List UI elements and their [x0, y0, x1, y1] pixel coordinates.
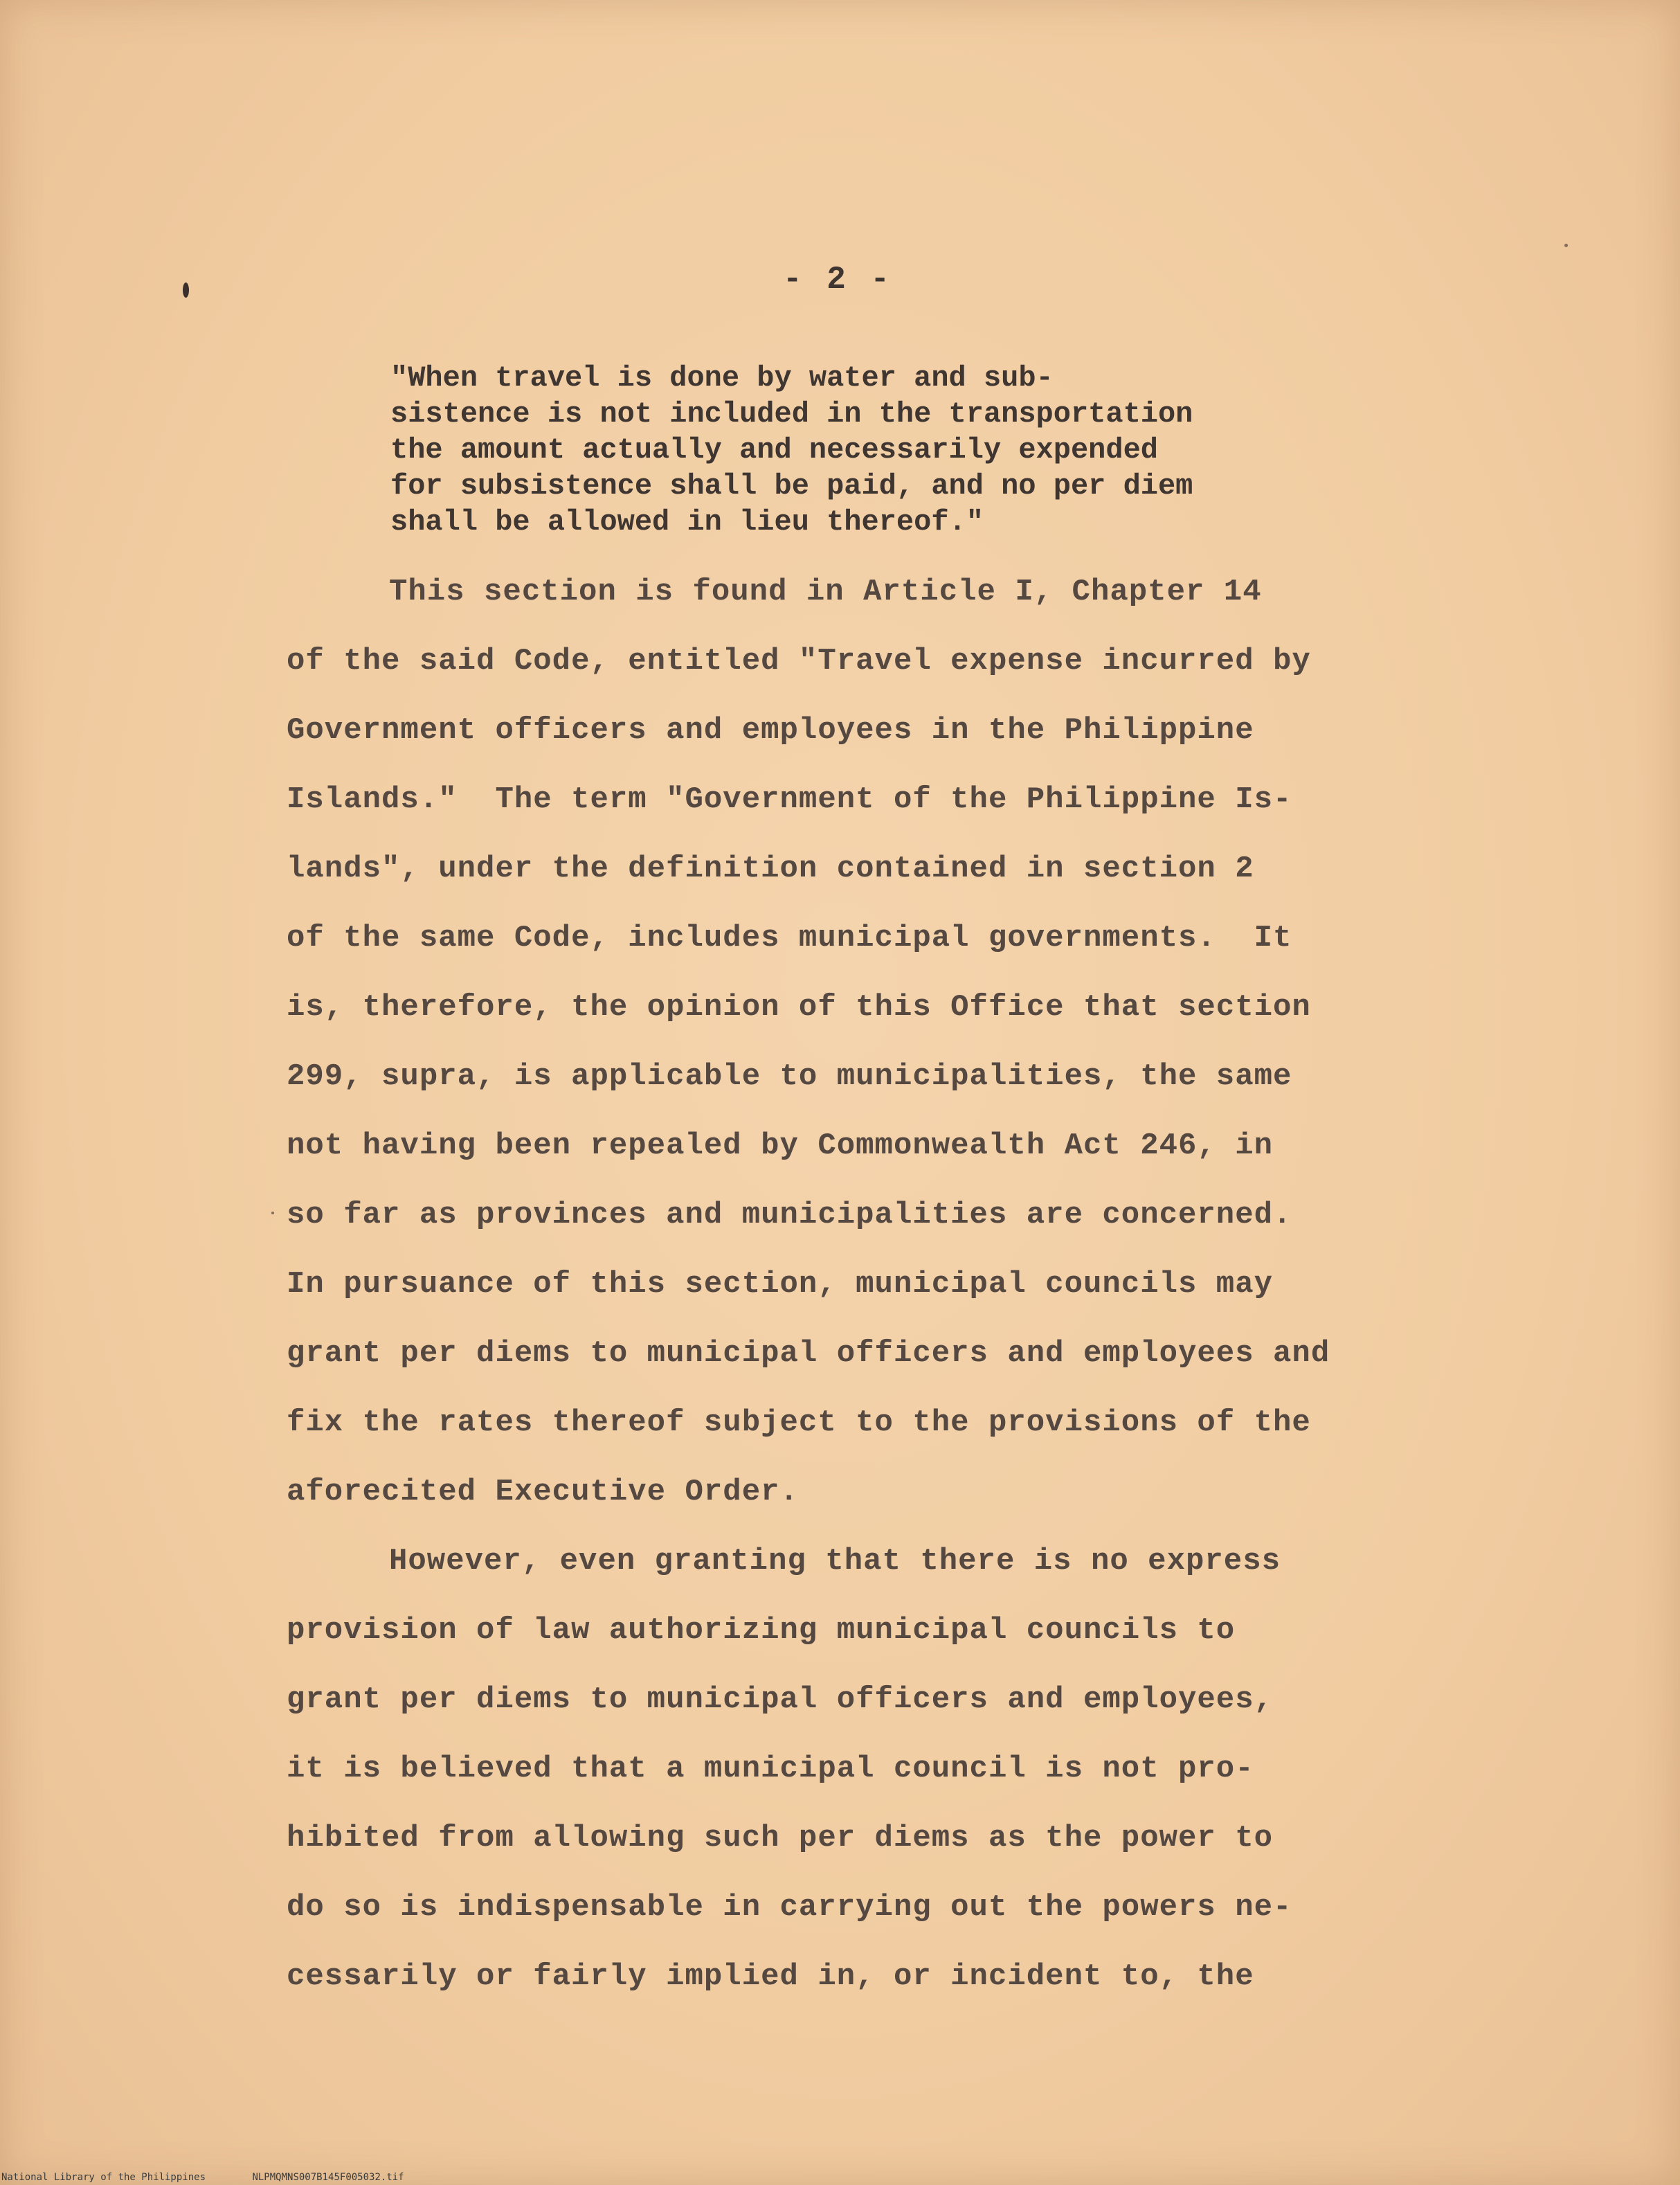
body-line: 299, supra, is applicable to municipalities, the same [287, 1059, 1292, 1094]
footer-file-id: NLPMQMNS007B145F005032.tif [252, 2172, 404, 2183]
quote-line: the amount actually and necessarily expended [390, 433, 1158, 467]
body-line: lands", under the definition contained in section 2 [287, 852, 1254, 886]
scan-footer [1, 2172, 404, 2183]
body-line: of the same Code, includes municipal governments. It [287, 921, 1292, 955]
body-line: of the said Code, entitled "Travel expense incurred by [287, 644, 1311, 678]
body-line: Government officers and employees in the Philippine [287, 713, 1254, 748]
body-line: However, even granting that there is no express [389, 1544, 1281, 1579]
body-line: so far as provinces and municipalities are concerned. [287, 1198, 1292, 1232]
quote-line: for subsistence shall be paid, and no per diem [390, 469, 1193, 503]
page-number: - 2 - [782, 262, 893, 298]
body-line: not having been repealed by Commonwealth Act 246, in [287, 1129, 1274, 1163]
body-line: is, therefore, the opinion of this Office that section [287, 990, 1311, 1025]
ink-speck [183, 282, 189, 298]
ink-speck [1564, 244, 1568, 247]
body-line: it is believed that a municipal council is not pro- [287, 1752, 1254, 1786]
body-line: aforecited Executive Order. [287, 1475, 799, 1509]
quote-line: "When travel is done by water and sub- [390, 361, 1054, 395]
body-line: provision of law authorizing municipal councils to [287, 1613, 1236, 1648]
ink-speck [271, 1212, 274, 1214]
quote-line: sistence is not included in the transportation [390, 397, 1193, 431]
body-line: grant per diems to municipal officers and employees and [287, 1336, 1330, 1371]
body-line: This section is found in Article I, Chapter 14 [389, 575, 1262, 609]
quoted-passage [390, 360, 1360, 540]
body-line: grant per diems to municipal officers and employees, [287, 1682, 1274, 1717]
footer-library: National Library of the Philippines [1, 2172, 206, 2183]
body-line: cessarily or fairly implied in, or incident to, the [287, 1959, 1254, 1994]
body-line: In pursuance of this section, municipal councils may [287, 1267, 1274, 1302]
body-line: hibited from allowing such per diems as the power to [287, 1821, 1274, 1855]
body-line: fix the rates thereof subject to the provisions of the [287, 1405, 1311, 1440]
body-line: do so is indispensable in carrying out the powers ne- [287, 1890, 1292, 1925]
quote-line: shall be allowed in lieu thereof." [390, 505, 984, 539]
body-line: Islands." The term "Government of the Philippine Is- [287, 782, 1292, 817]
